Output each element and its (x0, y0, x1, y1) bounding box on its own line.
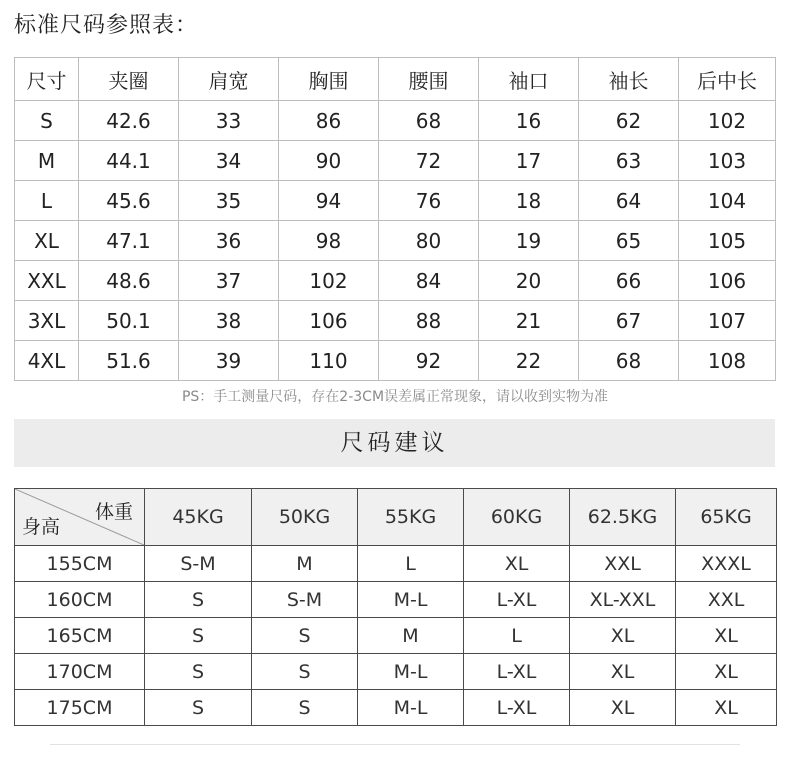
recommended-size: L-XL (464, 690, 570, 726)
recommended-size: S (252, 690, 358, 726)
table-cell: 68 (579, 341, 679, 381)
recommended-size: XL-XXL (570, 582, 676, 618)
table-cell: 62 (579, 101, 679, 141)
size-label: M (15, 141, 79, 181)
table-cell: 66 (579, 261, 679, 301)
table-row (15, 221, 776, 261)
table-cell: 98 (279, 221, 379, 261)
table-cell: 17 (479, 141, 579, 181)
table-cell: 65 (579, 221, 679, 261)
size-label: XL (15, 221, 79, 261)
weight-header: 65KG (676, 489, 777, 546)
column-header: 肩宽 (179, 58, 279, 101)
recommended-size: XXXL (676, 546, 777, 582)
recommended-size: M (358, 618, 464, 654)
table-cell: 38 (179, 301, 279, 341)
table-row (15, 654, 777, 690)
column-header: 后中长 (679, 58, 776, 101)
recommended-size: M-L (358, 690, 464, 726)
recommended-size: M-L (358, 654, 464, 690)
table-cell: 106 (679, 261, 776, 301)
table-cell: 103 (679, 141, 776, 181)
recommended-size: S-M (145, 546, 252, 582)
column-header: 尺寸 (15, 58, 79, 101)
recommended-size: XXL (676, 582, 777, 618)
size-label: L (15, 181, 79, 221)
size-label: 4XL (15, 341, 79, 381)
table-cell: 16 (479, 101, 579, 141)
table-row (15, 301, 776, 341)
column-header: 袖口 (479, 58, 579, 101)
table-cell: 90 (279, 141, 379, 181)
recommended-size: M (252, 546, 358, 582)
table-cell: 108 (679, 341, 776, 381)
recommended-size: XL (570, 618, 676, 654)
recommended-size: S (145, 582, 252, 618)
table-cell: 33 (179, 101, 279, 141)
height-label: 170CM (15, 654, 145, 690)
weight-axis-label: 体重 (94, 501, 133, 523)
column-header: 袖长 (579, 58, 679, 101)
height-label: 160CM (15, 582, 145, 618)
table-cell: 64 (579, 181, 679, 221)
recommended-size: L (358, 546, 464, 582)
table-cell: 68 (379, 101, 479, 141)
recommended-size: M-L (358, 582, 464, 618)
table-cell: 72 (379, 141, 479, 181)
recommended-size: XL (570, 654, 676, 690)
recommended-size: XL (676, 618, 777, 654)
column-header: 夹圈 (79, 58, 179, 101)
table-cell: 21 (479, 301, 579, 341)
corner-header (15, 489, 145, 546)
table-cell: 47.1 (79, 221, 179, 261)
column-header: 腰围 (379, 58, 479, 101)
table-cell: 63 (579, 141, 679, 181)
table-row (15, 181, 776, 221)
table-cell: 92 (379, 341, 479, 381)
recommended-size: XL (676, 690, 777, 726)
size-label: XXL (15, 261, 79, 301)
recommended-size: S (145, 618, 252, 654)
table-cell: 51.6 (79, 341, 179, 381)
table-cell: 37 (179, 261, 279, 301)
height-axis-label: 身高 (22, 516, 61, 538)
column-header: 胸围 (279, 58, 379, 101)
table-cell: 76 (379, 181, 479, 221)
table-cell: 84 (379, 261, 479, 301)
table-cell: 48.6 (79, 261, 179, 301)
table-row (15, 261, 776, 301)
table-cell: 102 (279, 261, 379, 301)
table-cell: 42.6 (79, 101, 179, 141)
height-label: 155CM (15, 546, 145, 582)
measurement-note: PS：手工测量尺码，存在2-3CM误差属正常现象，请以收到实物为准 (181, 389, 609, 405)
table-cell: 39 (179, 341, 279, 381)
table-cell: 104 (679, 181, 776, 221)
recommended-size: S (145, 654, 252, 690)
table-cell: 19 (479, 221, 579, 261)
table-cell: 88 (379, 301, 479, 341)
recommended-size: S (145, 690, 252, 726)
table-row (15, 618, 777, 654)
table-header-row (15, 489, 777, 546)
table-cell: 102 (679, 101, 776, 141)
table-row (15, 101, 776, 141)
table-row (15, 341, 776, 381)
weight-header: 62.5KG (570, 489, 676, 546)
table-cell: 22 (479, 341, 579, 381)
table-cell: 20 (479, 261, 579, 301)
table-cell: 110 (279, 341, 379, 381)
size-label: 3XL (15, 301, 79, 341)
size-measurement-table (14, 57, 776, 381)
table-cell: 45.6 (79, 181, 179, 221)
table-cell: 36 (179, 221, 279, 261)
table-cell: 34 (179, 141, 279, 181)
recommended-size: S (252, 654, 358, 690)
recommended-size: S (252, 618, 358, 654)
table-cell: 94 (279, 181, 379, 221)
height-label: 165CM (15, 618, 145, 654)
divider (50, 744, 740, 745)
table-row (15, 582, 777, 618)
table-cell: 106 (279, 301, 379, 341)
table-row (15, 141, 776, 181)
table-cell: 18 (479, 181, 579, 221)
weight-header: 50KG (252, 489, 358, 546)
recommended-size: XL (570, 690, 676, 726)
weight-header: 55KG (358, 489, 464, 546)
recommended-size: XL (464, 546, 570, 582)
recommended-size: L (464, 618, 570, 654)
height-label: 175CM (15, 690, 145, 726)
recommended-size: XXL (570, 546, 676, 582)
table-cell: 80 (379, 221, 479, 261)
recommended-size: S-M (252, 582, 358, 618)
page-title: 标准尺码参照表： (14, 13, 199, 38)
table-cell: 50.1 (79, 301, 179, 341)
weight-header: 60KG (464, 489, 570, 546)
recommended-size: L-XL (464, 582, 570, 618)
size-recommendation-table (14, 488, 777, 726)
table-cell: 86 (279, 101, 379, 141)
size-recommendation-title: 尺码建议 (14, 419, 775, 467)
table-row (15, 690, 777, 726)
table-cell: 35 (179, 181, 279, 221)
weight-header: 45KG (145, 489, 252, 546)
table-cell: 67 (579, 301, 679, 341)
table-cell: 107 (679, 301, 776, 341)
size-label: S (15, 101, 79, 141)
table-cell: 105 (679, 221, 776, 261)
table-row (15, 546, 777, 582)
table-header-row (15, 58, 776, 101)
recommended-size: XL (676, 654, 777, 690)
table-cell: 44.1 (79, 141, 179, 181)
recommended-size: L-XL (464, 654, 570, 690)
